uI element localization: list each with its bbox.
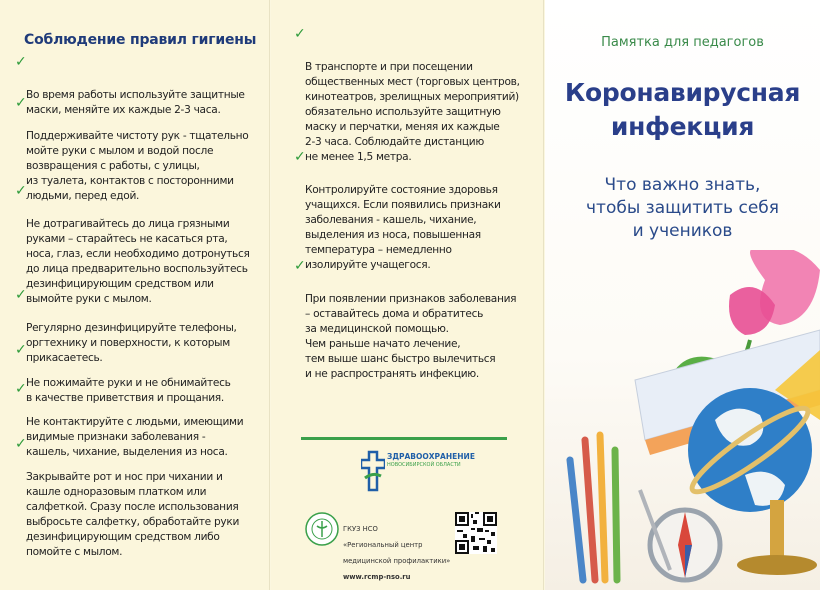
left-panel bbox=[0, 0, 270, 590]
healthcare-logo-icon bbox=[361, 450, 385, 492]
checkmark-icon: ✓ bbox=[294, 258, 306, 274]
list-item-text: Во время работы используйте защитные маски, меняйте их каждые 2-3 часа. bbox=[26, 89, 245, 116]
checkmark-icon: ✓ bbox=[294, 149, 306, 165]
checkmark-icon: ✓ bbox=[15, 183, 27, 199]
cover-panel bbox=[545, 0, 820, 590]
checkmark-icon: ✓ bbox=[15, 381, 27, 397]
list-item-text: Поддерживайте чистоту рук - тщательно мойте руки с мылом и водой после возвращения с работы, с улицы, из туалета, контактов с посторонними людьми, перед едой. bbox=[26, 130, 249, 202]
checkmark-icon: ✓ bbox=[15, 436, 27, 452]
list-item-text: Не дотрагивайтесь до лица грязными руками – старайтесь не касаться рта, носа, глаз, если необходимо дотронуться до лица предварительно воспользуйтесь дезинфицирующим средством или вымойте руки с мылом. bbox=[26, 218, 250, 305]
org-line: ГКУЗ НСО bbox=[343, 525, 378, 533]
list-item-text: Не контактируйте с людьми, имеющими видимые признаки заболевания - кашель, чихание, выделения из носа. bbox=[26, 416, 244, 458]
checkmark-icon: ✓ bbox=[15, 342, 27, 358]
brochure-audience: Памятка для педагогов bbox=[601, 35, 764, 50]
organization-info bbox=[343, 517, 450, 581]
checkmark-icon: ✓ bbox=[15, 95, 27, 111]
logo-name: ЗДРАВООХРАНЕНИЕ bbox=[387, 452, 475, 461]
org-website[interactable]: www.rcmp-nso.ru bbox=[343, 573, 411, 581]
checkmark-icon: ✓ bbox=[15, 54, 27, 70]
hygiene-heading: Соблюдение правил гигиены bbox=[24, 32, 257, 48]
list-item-text: Регулярно дезинфицируйте телефоны, оргтехнику и поверхности, к которым прикасаетесь. bbox=[26, 322, 237, 364]
middle-panel bbox=[271, 0, 544, 590]
list-item bbox=[15, 183, 250, 307]
checkmark-icon: ✓ bbox=[15, 287, 27, 303]
list-item bbox=[294, 258, 517, 382]
list-item-text: Не пожимайте руки и не обнимайтесь в качестве приветствия и прощания. bbox=[26, 377, 231, 404]
organization-seal-icon bbox=[305, 512, 339, 546]
list-item bbox=[294, 26, 520, 165]
logo-region: НОВОСИБИРСКОЙ ОБЛАСТИ bbox=[387, 462, 461, 468]
org-line: медицинской профилактики» bbox=[343, 557, 451, 565]
org-line: «Региональный центр bbox=[343, 541, 423, 549]
list-item-text: Закрывайте рот и нос при чихании и кашле одноразовым платком или салфеткой. Сразу после использования выбросьте салфетку, обработайте руки дезинфицирующим средством либо помойте с мылом. bbox=[26, 471, 240, 558]
checkmark-icon: ✓ bbox=[294, 26, 306, 42]
school-supplies-illustration bbox=[545, 250, 820, 590]
list-item bbox=[294, 149, 501, 273]
list-item-text: При появлении признаков заболевания – оставайтесь дома и обратитесь за медицинской помощью. Чем раньше начато лечение, тем выше шанс быстро вылечиться и не распространять инфекцию. bbox=[305, 293, 517, 380]
brochure-title: Коронавирусная инфекция bbox=[564, 78, 801, 141]
list-item-text: В транспорте и при посещении общественных мест (торговых центров, кинотеатров, зрелищных мероприятий) обязательно используйте защитную маску и перчатки, меняя их каждые 2-3 часа. Соблюдайте дистанцию не менее 1,5 метра. bbox=[305, 61, 520, 163]
brochure-tagline: Что важно знать, чтобы защитить себя и учеников bbox=[586, 175, 779, 241]
divider-line bbox=[301, 437, 507, 440]
list-item-text: Контролируйте состояние здоровья учащихся. Если появились признаки заболевания - кашель, чихание, выделения из носа, повышенная температура – немедленно изолируйте учащегося. bbox=[305, 184, 501, 271]
qr-code-icon bbox=[455, 512, 497, 554]
